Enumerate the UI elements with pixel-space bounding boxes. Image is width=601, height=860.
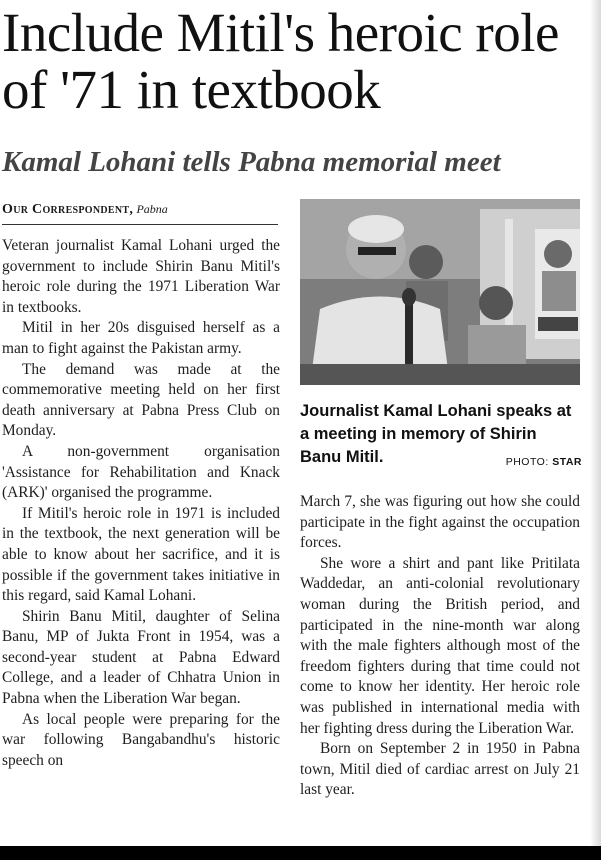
photo-credit-label: PHOTO: (505, 456, 549, 468)
paragraph: Mitil in her 20s disguised herself as a man to fight against the Pakistan army. (2, 319, 280, 357)
photo-illustration (300, 199, 580, 385)
paragraph: The demand was made at the commemorative meeting held on her first death anniversary at Pabna Press Club on Monday. (2, 360, 280, 440)
subheadline: Kamal Lohani tells Pabna memorial meet (2, 146, 501, 178)
caption-text: Journalist Kamal Lohani speaks at a meeting in memory of Shirin Banu Mitil. (300, 402, 572, 466)
paragraph: A non-government organisation 'Assistance for Rehabilitation and Knack (ARK)' organised the programme. (2, 442, 280, 502)
byline-name: Our Correspondent, (2, 202, 134, 217)
paragraph: Shirin Banu Mitil, daughter of Selina Banu, MP of Jukta Front in 1954, was a second-year student at Pabna Edward College, and a leader of Chhatra Union in Pabna when the Liberation War began. (2, 607, 280, 708)
photo-caption (300, 400, 582, 474)
headline: Include Mitil's heroic role of '71 in textbook (2, 2, 559, 120)
photo-credit (506, 451, 582, 474)
paragraph: As local people were preparing for the war following Bangabandhu's historic speech on (2, 710, 280, 769)
paragraph: Born on September 2 in 1950 in Pabna town, Mitil died of cardiac arrest on July 21 last year. (300, 740, 580, 799)
article-body-left-column (2, 236, 280, 771)
paragraph: Veteran journalist Kamal Lohani urged the government to include Shirin Banu Mitil's heroic role during the 1971 Liberation War in textbooks. (2, 237, 280, 316)
scan-border (0, 846, 601, 860)
paragraph: If Mitil's heroic role in 1971 is included in the textbook, the next generation will be able to know about her sacrifice, and it is possible if the government takes initiative in this regard, said Kamal Lohani. (2, 504, 280, 605)
byline-place: Pabna (136, 202, 168, 216)
article-body-right-column (300, 492, 580, 801)
news-photo (300, 199, 580, 385)
paragraph: She wore a shirt and pant like Pritilata Waddedar, an anti-colonial revolutionary woman during the British period, and participated in the nine-month war along with the male fighters although most of the freedom fighters during that time could not come to know her identity. Her heroic role was published in international media with her fighting dress during the Liberation War. (300, 554, 580, 737)
page-edge-shadow (590, 0, 601, 846)
paragraph: March 7, she was figuring out how she could participate in the fight against the occupation forces. (300, 493, 580, 552)
byline (2, 200, 278, 225)
photo-credit-source: STAR (552, 456, 582, 468)
